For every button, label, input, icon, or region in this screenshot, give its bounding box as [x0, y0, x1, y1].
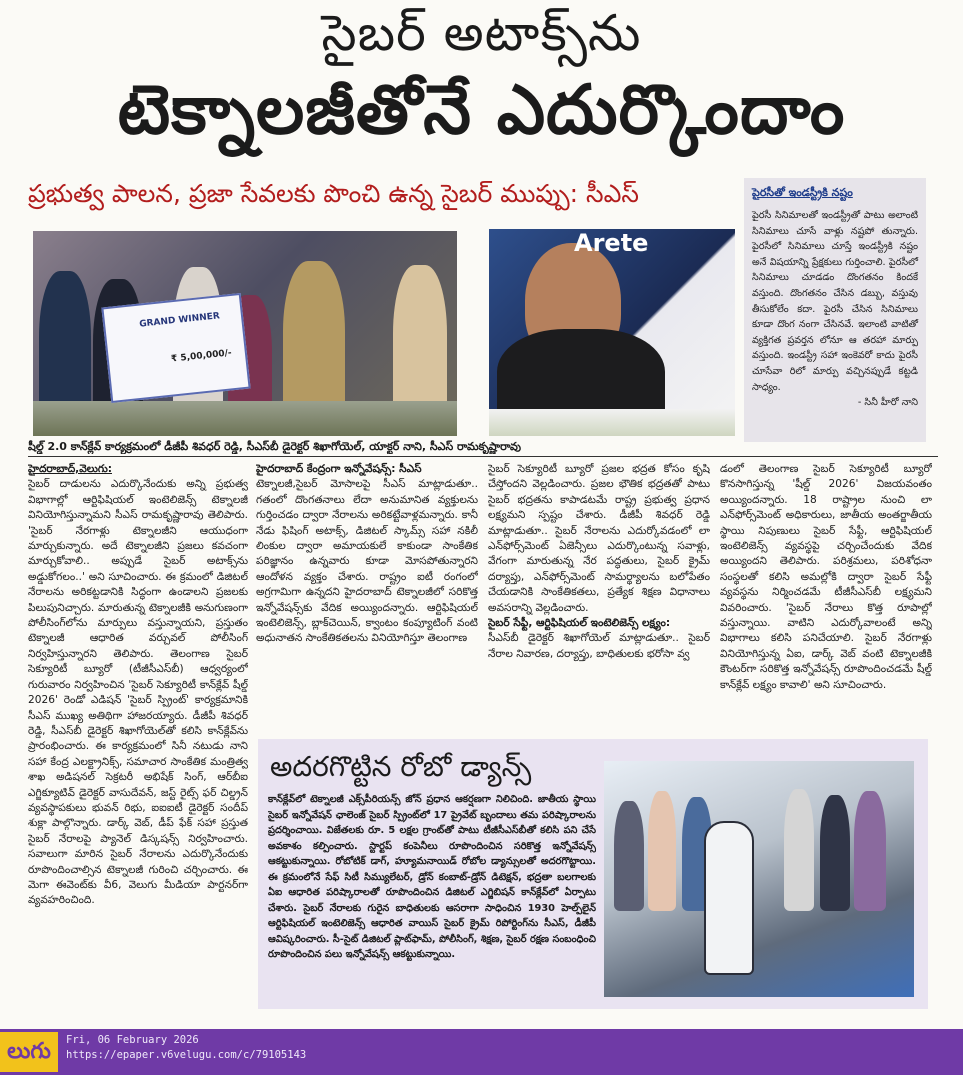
sidebar-signature: - సినీ హీరో నాని — [857, 397, 918, 409]
col3-subhead: సైబర్ సేఫ్టీ, ఆర్టిఫిషియల్ ఇంటెలిజెన్స్ లక్ష్యం: — [488, 617, 671, 630]
article-column-3 — [488, 462, 710, 734]
divider — [28, 456, 938, 457]
article-col3a-text: సైబర్ సెక్యూరిటీ బ్యూరో ప్రజల భద్రత కోసం కృషి చేస్తోందని వెల్లడించారు. ప్రజల భౌతిక భద్రతతో పాటు సైబర్ భద్రతను కాపాడటమే రాష్ట్ర ప్రభుత్వ ప్రధాన లక్ష్యమని స్పష్టం చేశారు. డీజీపీ శివధర్ రెడ్డి మాట్లాడుతూ.. సైబర్ నేరాలను ఎదుర్కోవడంలో లా ఎన్‌ఫోర్స్‌మెంట్ ఏజెన్సీలు ఎదుర్కొంటున్న సవాళ్లు, వేగంగా మారుతున్న నేర పద్ధతులు, సైబర్ క్రైమ్ దర్యాప్తు, ఎన్‌ఫోర్స్‌మెంట్ సామర్థ్యాలను బలోపేతం చేయడానికి సాంకేతికతలు, ప్రత్యేక శిక్షణ విధానాలు అవసరాన్ని వెల్లడించారు. — [488, 463, 710, 614]
headline-line2: టెక్నాలజీతోనే ఎదుర్కొందాం — [117, 71, 846, 150]
article-column-2 — [256, 462, 478, 734]
check-amount: ₹ 5,00,000/- — [170, 348, 233, 365]
robo-box-title: అదరగొట్టిన రోబో డ్యాన్స్ — [270, 750, 532, 783]
speaker-photo — [489, 229, 735, 436]
velugu-logo: లుగు — [0, 1032, 58, 1072]
backdrop-logo-text: Arete — [574, 229, 649, 257]
headline-line1: సైబర్ అటాక్స్‌ను — [321, 4, 642, 62]
robot-dance-photo — [604, 761, 914, 997]
check-title: GRAND WINNER — [138, 311, 221, 330]
article-dateline: హైదరాబాద్,వెలుగు: — [28, 463, 112, 475]
photo-caption: షీల్డ్ 2.0 కాన్‌క్లేవ్ కార్యక్రమంలో డీజీపీ శివధర్ రెడ్డి, సీఎస్‌బీ డైరెక్టర్ శిఖాగోయెల్, యాక్టర్ నాని, సీఎస్ రామకృష్ణారావు — [28, 440, 522, 453]
article-col1-text: సైబర్ దాడులను ఎదుర్కొనేందుకు అన్ని ప్రభుత్వ విభాగాల్లో ఆర్టిఫిషియల్ ఇంటెలిజెన్స్ టెక్నాలజీ వినియోగిస్తున్నామని సీఎస్ రామకృష్ణారావు తెలిపారు. 'సైబర్ నేరగాళ్లు టెక్నాలజీని ఆయుధంగా మార్చుకున్నారు. అదే టెక్నాలజీని ప్రజలు కవచంగా మార్చుకోవాలి.. అప్పుడే సైబర్ అటాక్స్‌ను అడ్డుకోగలం..' అని సూచించారు. ఈ క్రమంలో డిజిటల్ నేరాలను అరికట్టడానికి సిద్ధంగా ఉండాలని ప్రజలకు పిలుపునిచ్చారు. మారుతున్న టెక్నాలజీకి అనుగుణంగా పోలీసింగ్‌లోను మార్పులు వస్తున్నాయని, ప్రస్తుతం టెక్నాలజీ ఆధారిత వర్చువల్ పోలీసింగ్ నిర్వహిస్తున్నారని తెలిపారు. తెలంగాణ సైబర్ సెక్యూరిటీ బ్యూరో (టీజీసీఎస్‌బీ) ఆధ్వర్యంలో గురువారం నిర్వహించిన 'సైబర్ సెక్యూరిటీ కాన్‌క్లేవ్ షీల్డ్ 2026' రెండో ఎడిషన్ 'సైబర్ స్ప్రింట్' కార్యక్రమానికి సీఎస్ ముఖ్య అతిథిగా హాజరయ్యారు. డీజీపీ శివధర్ రెడ్డి, సీఎస్‌బీ డైరెక్టర్ శిఖాగోయెల్‌తో కలిసి కాన్‌క్లేవ్‌ను ప్రారంభించారు. ఈ కార్యక్రమంలో సినీ నటుడు నాని సహా కేంద్ర ఎలక్ట్రానిక్స్, సమాచార సాంకేతిక మంత్రిత్వ శాఖ అడిషనల్ సెక్రటరీ అభిషేక్ సింగ్, ఆర్‌బీఐ ఎగ్జిక్యూటివ్ డైరెక్టర్ వాసుదేవన్, జస్ట్ రైట్స్ ఫర్ చిల్డ్రన్ వ్యవస్థాపకులు భువన్ రిభు, ఐఐఐటీ డైరెక్టర్ సందీప్ శుక్లా పాల్గొన్నారు. డార్క్ వెబ్, డీప్ ఫేక్ సహా ప్రస్తుత సైబర్ నేరాలపై ప్యానెల్ డిస్కషన్స్ నిర్వహించారు. సవాలుగా మారిన సైబర్ నేరాలను ఎదుర్కొనేందుకు రూపొందించాల్సిన టెక్నాలజీ గురించి చర్చించారు. ఈ మెగా ఈవెంట్‌కు వీ6, వెలుగు మీడియా పార్టనర్‌గా వ్యవహరించింది. — [28, 478, 248, 907]
grand-winner-check — [101, 293, 250, 403]
sidebar-title: పైరసీతో ఇండస్ట్రీకి నష్టం — [752, 186, 853, 199]
sidebar-box — [744, 178, 926, 442]
article-col3b-text: సీఎస్‌బీ డైరెక్టర్ శిఖాగోయెల్ మాట్లాడుతూ.. సైబర్ నేరాల నివారణ, దర్యాప్తు, బాధితులకు భరోసా వ్వ — [488, 632, 710, 660]
article-column-4 — [720, 462, 932, 734]
footer-url[interactable]: https://epaper.v6velugu.com/c/79105143 — [66, 1049, 307, 1061]
ceremony-photo — [33, 231, 457, 436]
sidebar-body: పైరసీ సినిమాలతో ఇండస్ట్రీతో పాటు అలాంటి సినిమాలు చూసే వాళ్లు నష్టపో తున్నారు. పైరసీలో సినిమాలు చూస్తే ఇండస్ట్రీకి నష్టం అనే విషయాన్ని ప్రేక్షకులు గుర్తించాలి. పైరసీలో సినిమాలు చూడడం దొంగతనం కిందకే వస్తుంది. దొంగతనం చేసిన డబ్బు, వస్తువు తీసుకోలేం కదా. పైరసీ చేసిన సినిమాలు కూడా దొంగ నంగా చేసినవే. ఇలాంటి వాటితో వ్యక్తిగత ప్రవర్తన లోనూ ఆ తరహా మార్పు వస్తుంది. ఇండస్ట్రీ సహా ఇంకెవరో కాదు పైరసీ చూసేవా రిలో మార్పు వచ్చినప్పుడే కట్టడి సాధ్యం. — [752, 210, 918, 393]
robo-box-body: కాన్‌క్లేవ్‌లో టెక్నాలజీ ఎక్స్‌పీరియన్స్ జోన్ ప్రధాన ఆకర్షణగా నిలిచింది. జాతీయ స్థాయి సైబర్ ఇన్నోవేషన్ ఛాలెంజ్ సైబర్ స్ప్రింట్‌లో 17 ప్రైవేట్ బృందాలు తమ పరిష్కారాలను ప్రదర్శించాయి. విజేతలకు రూ. 5 లక్షల గ్రాంట్‌తో పాటు టీజీసీఎస్‌బీతో కలిసి పని చేసే అవకాశం కల్పించారు. స్టార్టప్ కంపెనీలు రూపొందించిన సరికొత్త ఇన్నోవేషన్స్ ఆకట్టుకున్నాయి. రోబోటిక్ డాగ్, హ్యూమనాయిడ్ రోబోల డ్యాన్సులతో అదరగొట్టాయి. ఈ క్రమంలోనే సేఫ్ సిటీ సిమ్యులేటర్, డ్రోన్ కంబాట్-డ్రోన్ డిటెక్షన్, భద్రతా బలగాలకు ఏఐ ఆధారిత పరిష్కారాలతో రూపొందించిన డిజిటల్ ఎగ్జిబిషన్ కాన్‌క్లేవ్‌లో ఏర్పాటు చేశారు. సైబర్ నేరాలకు గురైన బాధితులకు ఆసరాగా సాధించిన 1930 హెల్ప్‌లైన్ ఆర్టిఫిషియల్ ఇంటెలిజెన్స్ ఆధారిత వాయిస్ సైబర్ క్రైమ్ రిపోర్టింగ్‌ను సీఎస్, డీజీపీ ఆవిష్కరించారు. సీ-సైట్ డిజిటల్ ప్లాట్‌ఫామ్, పోలీసింగ్, శిక్షణ, సైబర్ రక్షణ సంబంధించి రూపొందించిన పలు ఇన్నోవేషన్స్ ఆకట్టుకున్నాయి. — [268, 794, 596, 960]
col2-subhead: హైదరాబాద్ కేంద్రంగా ఇన్నోవేషన్స్: సీఎస్ — [256, 463, 422, 475]
subheadline: ప్రభుత్వ పాలన, ప్రజా సేవలకు పొంచి ఉన్న సైబర్ ముప్పు: సీఎస్ — [28, 179, 639, 208]
article-col2-text: టెక్నాలజీ,సైబర్ మోసాలపై సీఎస్ మాట్లాడుతూ.. గతంలో దొంగతనాలు లేదా అనుమానిత వ్యక్తులను గుర్తించడం ద్వారా నేరాలను అరికట్టేవాళ్లమన్నారు. కానీ నేడు ఫిషింగ్ అటాక్స్, డిజిటల్ స్కామ్స్ సహా నకిలీ లింకుల ద్వారా అమాయకులే కాకుండా సాంకేతిక పరిజ్ఞానం ఉన్నవారు కూడా మోసపోతున్నారని ఆందోళన వ్యక్తం చేశారు. రాష్ట్రం ఐటీ రంగంలో అగ్రగామిగా ఉన్నదని హైదరాబాద్ టెక్నాలజీలో సరికొత్త ఇన్నోవేషన్స్‌కు వేదిక అయ్యిందన్నారు. ఆర్టిఫిషియల్ ఇంటెలిజెన్స్, బ్లాక్‌చెయిన్, క్వాంటం కంప్యూటింగ్ వంటి అధునాతన సాంకేతికతలను వినియోగిస్తూ తెలంగాణ — [256, 478, 478, 645]
footer-date: Fri, 06 February 2026 — [66, 1034, 199, 1046]
article-column-1 — [28, 462, 248, 1022]
article-col4-text: డంలో తెలంగాణ సైబర్ సెక్యూరిటీ బ్యూరో కొనసాగిస్తున్న 'షీల్డ్ 2026' విజయవంతం అయ్యిందన్నారు. 18 రాష్ట్రాల నుంచి లా ఎన్‌ఫోర్స్‌మెంట్ అధికారులు, జాతీయ అంతర్జాతీయ స్థాయి నిపుణులు సైబర్ సేఫ్టీ, ఆర్టిఫిషియల్ ఇంటెలిజెన్స్ వ్యవస్థపై చర్చించేందుకు వేదిక అయ్యిందని తెలిపారు. పరిశ్రమలు, పరిశోధనా సంస్థలతో కలిసి అమల్లోకి ద్వారా సైబర్ సేఫ్టీ వ్యవస్థను నిర్మించడమే టీజీసీఎస్‌బీ లక్ష్యమని వివరించారు. 'సైబర్ నేరాలు కొత్త రూపాల్లో వస్తున్నాయి. వాటిని ఎదుర్కోవాలంటే అన్ని విభాగాలు కలిసి పనిచేయాలి. సైబర్ నేరగాళ్లు వినియోగిస్తున్న ఏఐ, డార్క్ వెబ్ వంటి టెక్నాలజీకి కౌంటర్‌గా సరికొత్త ఇన్నోవేషన్స్ రూపొందించడమే షీల్డ్ కాన్‌క్లేవ్ లక్ష్యం కావాలి' అని సూచించారు. — [720, 463, 932, 691]
